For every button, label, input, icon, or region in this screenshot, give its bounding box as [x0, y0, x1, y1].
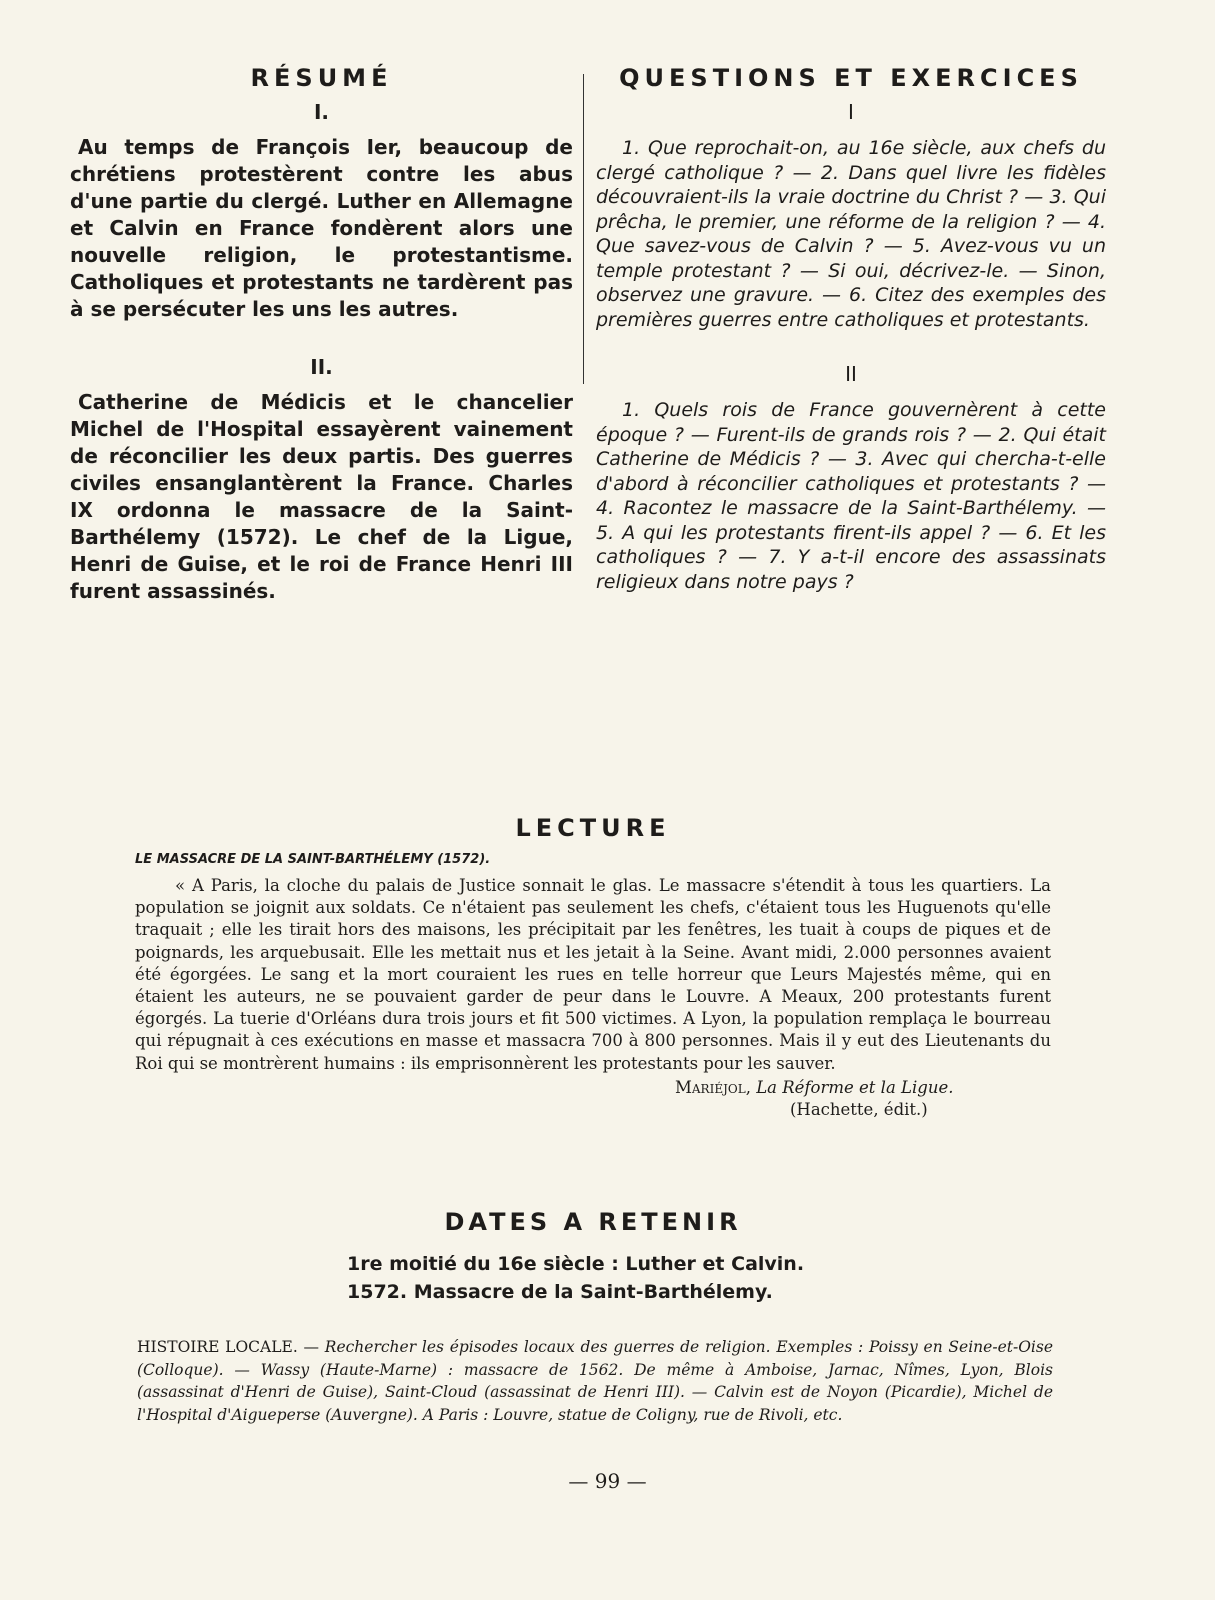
lecture-title: LECTURE	[515, 814, 671, 842]
resume-section1-numeral: I.	[313, 100, 330, 124]
resume-section2-text: Catherine de Médicis et le chancelier Michel de l'Hospital essayèrent vainement de réconcilier les deux partis. Des guerres civiles ensanglantèrent la France. Charles IX ordonna le massacre de la Saint-Barthélemy (1572). Le chef de la Ligue, Henri de Guise, et le roi de France Henri III furent assassinés.	[70, 390, 573, 603]
dates-section	[135, 1208, 1051, 1306]
questions-section1-numeral: I	[848, 100, 854, 124]
lecture-subtitle: LE MASSACRE DE LA SAINT-BARTHÉLEMY (1572).	[135, 852, 491, 867]
lecture-body: « A Paris, la cloche du palais de Justice sonnait le glas. Le massacre s'étendit à tous les quartiers. La population se joignit aux soldats. Ce n'étaient pas seulement les chefs, c'étaient tous les Huguenots qu'elle traquait ; elle les tirait hors des maisons, les précipitait par les fenêtres, les tuait à coups de piques et de poignards, les arquebusait. Elle les mettait nus et les jetait à la Seine. Avant midi, 2.000 personnes avaient été égorgées. Le sang et la mort couraient les rues en telle horreur que Leurs Majestés même, qui en étaient les auteurs, ne se pouvaient garder de peur dans le Louvre. A Meaux, 200 protestants furent égorgés. La tuerie d'Orléans dura trois jours et fit 500 victimes. A Lyon, la population remplaça le bourreau qui répugnait à ces exécutions en masse et massacra 700 à 800 personnes. Mais il y eut des Lieutenants du Roi qui se montrèrent humains : ils emprisonnèrent les protestants pour les sauver.	[135, 876, 1051, 1073]
column-divider	[583, 74, 584, 384]
page-number: — 99 —	[568, 1469, 647, 1493]
lecture-source	[675, 1077, 1051, 1099]
lecture-publisher: (Hachette, édit.)	[790, 1099, 928, 1119]
histoire-locale-label: HISTOIRE LOCALE. —	[137, 1338, 320, 1356]
histoire-locale-text: Rechercher les épisodes locaux des guerres de religion. Exemples : Poissy en Seine-et-Oise (Colloque). — Wassy (Haute-Marne) : massacre de 1562. De même à Amboise, Jarnac, Nîmes, Lyon, Blois (assassinat d'Henri de Guise), Saint-Cloud (assassinat de Henri III). — Calvin est de Noyon (Picardie), Michel de l'Hospital d'Aigueperse (Auvergne). A Paris : Louvre, statue de Coligny, rue de Rivoli, etc.	[137, 1338, 1053, 1424]
resume-title: RÉSUMÉ	[250, 64, 393, 92]
date-line-2: 1572. Massacre de la Saint-Barthélemy.	[347, 1281, 773, 1303]
questions-column	[596, 64, 1106, 594]
lecture-work: La Réforme et la Ligue.	[756, 1077, 954, 1097]
histoire-locale	[137, 1336, 1053, 1426]
questions-section1-text: 1. Que reprochait-on, au 16e siècle, aux chefs du clergé catholique ? — 2. Dans quel livre les fidèles découvraient-ils la vraie doctrine du Christ ? — 3. Qui prêcha, le premier, une réforme de la religion ? — 4. Que savez-vous de Calvin ? — 5. Avez-vous vu un temple protestant ? — Si oui, décrivez-le. — Sinon, observez une gravure. — 6. Citez des exemples des premières guerres entre catholiques et protestants.	[596, 137, 1106, 331]
resume-column	[70, 64, 573, 605]
lecture-section	[135, 814, 1051, 1121]
questions-section2-numeral: II	[845, 362, 857, 386]
questions-section2-text: 1. Quels rois de France gouvernèrent à cette époque ? — Furent-ils de grands rois ? — 2. Qui était Catherine de Médicis ? — 3. Avec qui chercha-t-elle d'abord à réconcilier catholiques et protestants ? — 4. Racontez le massacre de la Saint-Barthélemy. — 5. A qui les protestants firent-ils appel ? — 6. Et les catholiques ? — 7. Y a-t-il encore des assassinats religieux dans notre pays ?	[596, 399, 1106, 593]
date-line-1: 1re moitié du 16e siècle : Luther et Calvin.	[347, 1253, 805, 1275]
resume-section1-text: Au temps de François Ier, beaucoup de chrétiens protestèrent contre les abus d'une partie du clergé. Luther en Allemagne et Calvin en France fondèrent alors une nouvelle religion, le protestantisme. Catholiques et protestants ne tardèrent pas à se persécuter les uns les autres.	[70, 135, 573, 321]
dates-title: DATES A RETENIR	[444, 1208, 742, 1236]
resume-section2-numeral: II.	[310, 355, 333, 379]
questions-title: QUESTIONS ET EXERCICES	[619, 64, 1083, 92]
lecture-author: Mariéjol,	[675, 1077, 751, 1097]
